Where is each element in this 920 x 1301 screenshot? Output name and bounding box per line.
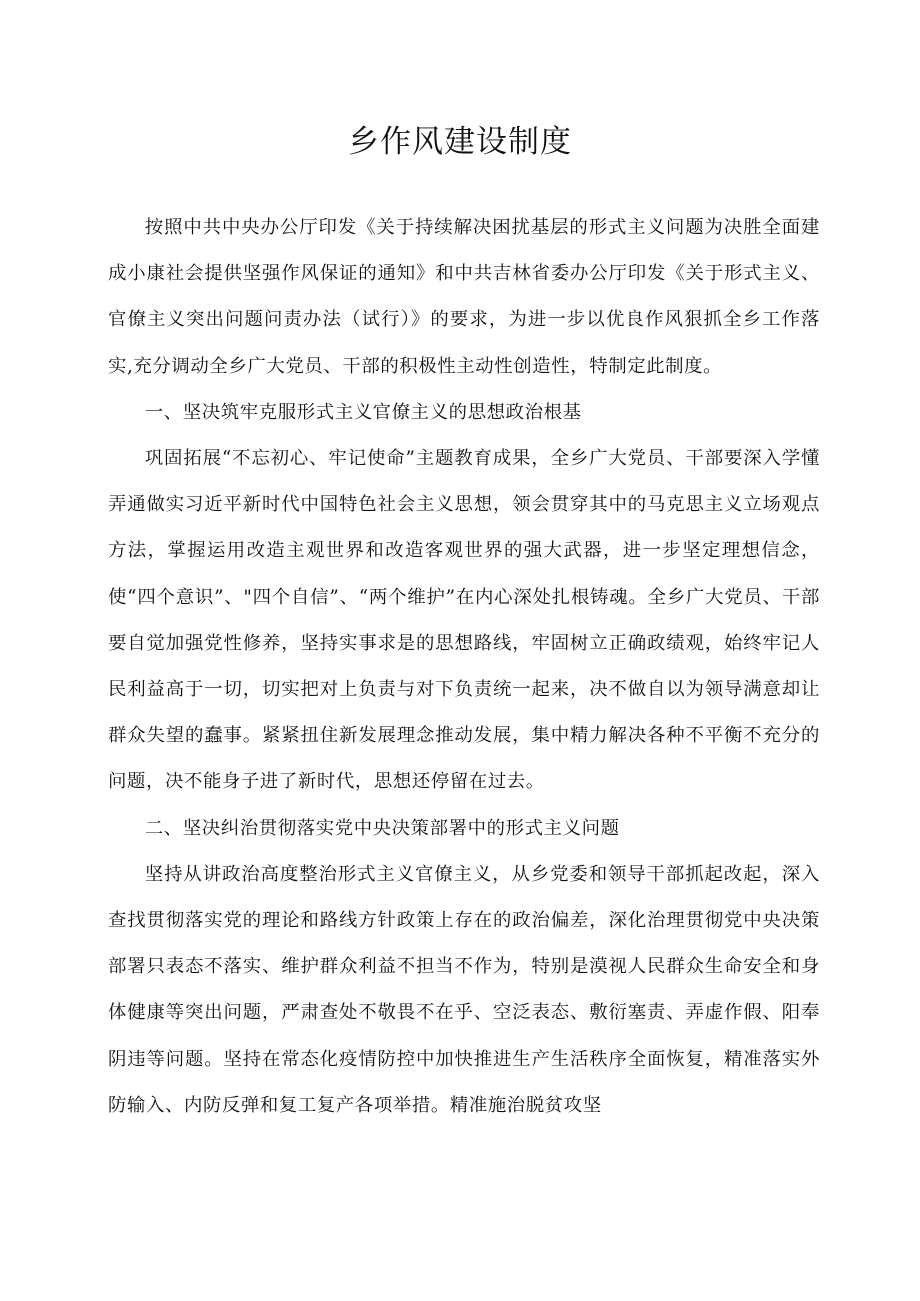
section-2-paragraph: 坚持从讲政治高度整治形式主义官僚主义，从乡党委和领导干部抓起改起，深入查找贯彻落实党的理论和路线方针政策上存在的政治偏差，深化治理贯彻党中央决策部署只表态不落实、维护群众利益不担当不作为，特别是漠视人民群众生命安全和身体健康等突出问题，严肃查处不敬畏不在乎、空泛表态、敷衍塞责、弄虚作假、阳奉阴违等问题。坚持在常态化疫情防控中加快推进生产生活秩序全面恢复，精准落实外防输入、内防反弹和复工复产各项举措。精准施治脱贫攻坚 xyxy=(108,863,820,1116)
section-heading-2: 二、坚决纠治贯彻落实党中央决策部署中的形式主义问题 xyxy=(144,817,620,839)
document-body xyxy=(108,205,820,1129)
intro-paragraph: 按照中共中央办公厅印发《关于持续解决困扰基层的形式主义问题为决胜全面建成小康社会提供坚强作风保证的通知》和中共吉林省委办公厅印发《关于形式主义、官僚主义突出问题问责办法（试行）》的要求，为进一步以优良作风狠抓全乡工作落实,充分调动全乡广大党员、干部的积极性主动性创造性，特制定此制度。 xyxy=(108,217,820,377)
section-1-paragraph: 巩固拓展“不忘初心、牢记使命”主题教育成果，全乡广大党员、干部要深入学懂弄通做实习近平新时代中国特色社会主义思想，领会贯穿其中的马克思主义立场观点方法，掌握运用改造主观世界和改造客观世界的强大武器，进一步坚定理想信念，使“四个意识”、"四个自信”、“两个维护”在内心深处扎根铸魂。全乡广大党员、干部要自觉加强党性修养，坚持实事求是的思想路线，牢固树立正确政绩观，始终牢记人民利益高于一切，切实把对上负责与对下负责统一起来，决不做自以为领导满意却让群众失望的蠢事。紧紧扭住新发展理念推动发展，集中精力解决各种不平衡不充分的问题，决不能身子进了新时代，思想还停留在过去。 xyxy=(108,448,820,793)
section-heading-1: 一、坚决筑牢克服形式主义官僚主义的思想政治根基 xyxy=(144,401,582,423)
document-title: 乡作风建设制度 xyxy=(348,124,572,160)
